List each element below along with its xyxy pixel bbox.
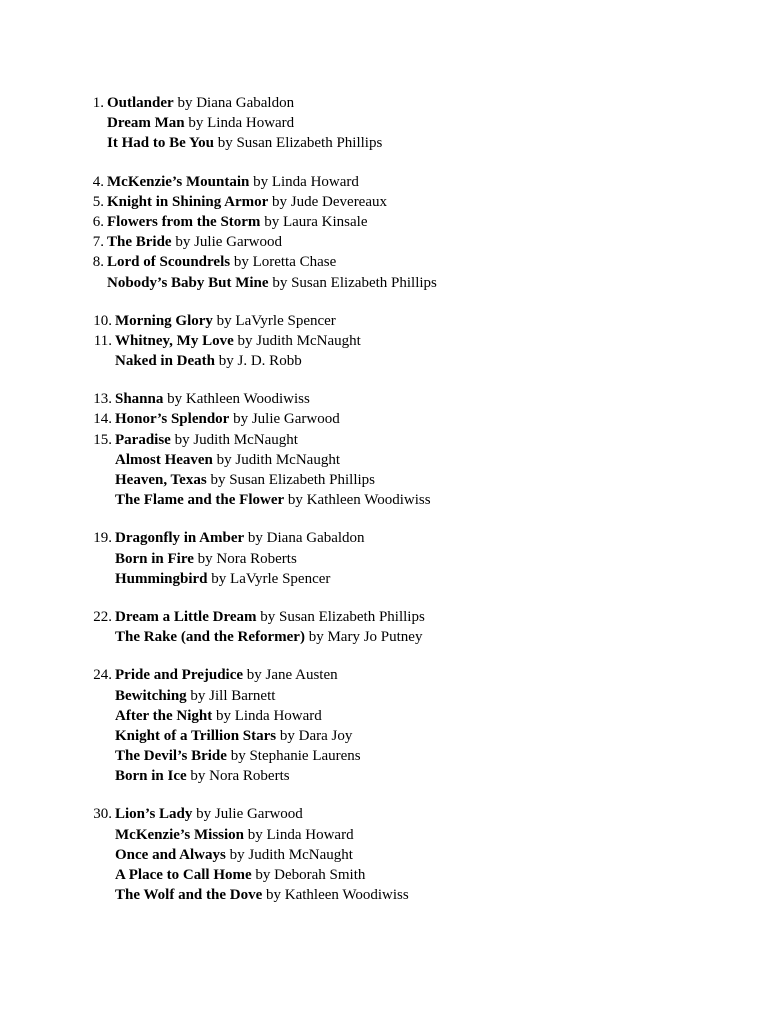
book-title: The Bride — [107, 234, 172, 251]
list-group — [0, 607, 768, 647]
book-title: Outlander — [107, 95, 174, 111]
list-item — [0, 133, 768, 153]
list-item — [0, 273, 768, 293]
book-title: Knight in Shining Armor — [107, 193, 269, 210]
book-title: The Wolf and the Dove — [115, 887, 263, 904]
book-author: by LaVyrle Spencer — [207, 570, 331, 587]
list-item-entry — [115, 569, 330, 589]
book-title: After the Night — [115, 707, 213, 724]
book-author: by Linda Howard — [212, 707, 322, 724]
book-title: McKenzie’s Mission — [115, 826, 245, 843]
book-title: Knight of a Trillion Stars — [115, 727, 277, 744]
book-title: Pride and Prejudice — [115, 667, 244, 684]
book-author: by Dara Joy — [276, 727, 353, 744]
list-item — [0, 351, 768, 371]
book-author: by Kathleen Woodiwiss — [284, 492, 431, 509]
book-title: Born in Fire — [115, 550, 194, 567]
list-item-entry — [115, 470, 375, 490]
list-item-entry — [107, 192, 387, 212]
list-item-number: 7. — [92, 234, 104, 251]
list-item-number: 30. — [93, 806, 112, 823]
book-author: by Judith McNaught — [225, 846, 353, 863]
list-item-number: 19. — [93, 530, 112, 547]
book-author: by Jane Austen — [243, 667, 338, 684]
book-title: Dragonfly in Amber — [115, 530, 245, 547]
book-title: Honor’s Splendor — [115, 411, 230, 428]
list-item — [0, 212, 768, 232]
list-item — [0, 665, 768, 685]
list-item-number: 1. — [92, 95, 104, 111]
list-item-entry — [107, 93, 294, 113]
list-item — [0, 686, 768, 706]
list-item — [0, 528, 768, 548]
list-item-entry — [115, 845, 353, 865]
list-item — [0, 569, 768, 589]
list-item-number: 6. — [92, 213, 104, 230]
list-item-entry — [115, 409, 340, 429]
book-author: by Diana Gabaldon — [244, 530, 365, 547]
list-item-entry — [107, 273, 437, 293]
book-title: Lion’s Lady — [115, 806, 193, 823]
document-page — [0, 93, 768, 923]
list-item-entry — [115, 627, 422, 647]
book-title: Lord of Scoundrels — [107, 254, 231, 271]
book-author: by Nora Roberts — [193, 550, 297, 567]
list-item-number: 8. — [92, 254, 104, 271]
list-item-entry — [115, 607, 425, 627]
book-author: by Susan Elizabeth Phillips — [213, 135, 383, 152]
list-item — [0, 409, 768, 429]
list-item — [0, 93, 768, 113]
list-group — [0, 665, 768, 786]
list-item-entry — [107, 252, 336, 272]
list-item — [0, 845, 768, 865]
list-item — [0, 113, 768, 133]
book-title: Flowers from the Storm — [107, 213, 261, 230]
list-group — [0, 528, 768, 589]
book-title: Once and Always — [115, 846, 226, 863]
list-group — [0, 389, 768, 510]
book-author: by Jill Barnett — [186, 687, 276, 704]
list-item-entry — [115, 804, 303, 824]
list-item — [0, 490, 768, 510]
book-title: The Flame and the Flower — [115, 492, 285, 509]
book-author: by Linda Howard — [244, 826, 354, 843]
book-title: Born in Ice — [115, 768, 187, 785]
list-item-entry — [107, 172, 359, 192]
book-author: by Julie Garwood — [229, 411, 340, 428]
book-author: by Kathleen Woodiwiss — [163, 391, 310, 408]
book-title: It Had to Be You — [107, 135, 214, 152]
list-item-entry — [107, 232, 282, 252]
list-item — [0, 470, 768, 490]
list-item — [0, 726, 768, 746]
list-item-entry — [115, 686, 275, 706]
book-author: by Judith McNaught — [170, 431, 298, 448]
list-item — [0, 172, 768, 192]
list-item-entry — [115, 726, 352, 746]
list-item — [0, 825, 768, 845]
list-item-entry — [115, 865, 365, 885]
list-item — [0, 450, 768, 470]
list-item-entry — [115, 746, 361, 766]
book-author: by Mary Jo Putney — [304, 629, 423, 646]
list-item-entry — [115, 331, 361, 351]
book-author: by J. D. Robb — [215, 353, 302, 370]
list-item-entry — [107, 113, 294, 133]
list-group — [0, 311, 768, 372]
list-item — [0, 766, 768, 786]
book-title: The Rake (and the Reformer) — [115, 629, 305, 646]
list-item-number: 11. — [93, 332, 112, 349]
book-author: by Laura Kinsale — [260, 213, 368, 230]
list-item-entry — [115, 766, 290, 786]
list-item — [0, 706, 768, 726]
list-item-entry — [115, 665, 338, 685]
list-item — [0, 549, 768, 569]
book-title: The Devil’s Bride — [115, 748, 227, 765]
book-author: by Susan Elizabeth Phillips — [268, 274, 437, 291]
book-title: Paradise — [115, 431, 171, 448]
list-item-entry — [115, 311, 336, 331]
list-item — [0, 607, 768, 627]
list-item-number: 13. — [93, 391, 112, 408]
book-title: Naked in Death — [115, 353, 216, 370]
book-title: Nobody’s Baby But Mine — [107, 274, 269, 291]
list-group — [0, 172, 768, 293]
list-item — [0, 804, 768, 824]
list-item — [0, 192, 768, 212]
book-title: Shanna — [115, 391, 164, 408]
list-item-entry — [115, 549, 297, 569]
book-title: Almost Heaven — [115, 451, 213, 468]
list-item-number: 24. — [93, 667, 112, 684]
book-author: by Nora Roberts — [186, 768, 290, 785]
list-item-entry — [115, 825, 354, 845]
list-item-number: 5. — [92, 193, 104, 210]
book-title: McKenzie’s Mountain — [107, 173, 250, 190]
book-author: by Loretta Chase — [230, 254, 337, 271]
list-item-entry — [115, 490, 431, 510]
list-item-entry — [115, 450, 340, 470]
book-author: by Julie Garwood — [171, 234, 282, 251]
list-item-entry — [115, 430, 298, 450]
book-title: Bewitching — [115, 687, 187, 704]
list-item-number: 10. — [93, 312, 112, 329]
book-author: by Judith McNaught — [233, 332, 361, 349]
list-item-entry — [115, 351, 302, 371]
list-item-entry — [115, 885, 409, 905]
book-title: Whitney, My Love — [115, 332, 234, 349]
list-item — [0, 331, 768, 351]
list-item-number: 22. — [93, 608, 112, 625]
list-item — [0, 430, 768, 450]
book-author: by Susan Elizabeth Phillips — [256, 608, 425, 625]
list-item — [0, 865, 768, 885]
book-title: Dream Man — [107, 115, 185, 132]
list-item-entry — [115, 528, 365, 548]
book-title: A Place to Call Home — [115, 867, 252, 883]
book-title: Dream a Little Dream — [115, 608, 257, 625]
book-author: by Jude Devereaux — [268, 193, 388, 210]
list-item-number: 15. — [93, 431, 112, 448]
book-title: Morning Glory — [115, 312, 213, 329]
book-author: by Linda Howard — [249, 173, 359, 190]
book-author: by Julie Garwood — [192, 806, 303, 823]
book-author: by Susan Elizabeth Phillips — [206, 472, 376, 488]
list-item-entry — [115, 706, 322, 726]
list-item-number: 4. — [92, 173, 104, 190]
list-item-entry — [107, 212, 367, 232]
list-item-entry — [115, 389, 310, 409]
book-title: Hummingbird — [115, 570, 208, 587]
list-item — [0, 627, 768, 647]
book-author: by Diana Gabaldon — [173, 95, 295, 111]
book-author: by Linda Howard — [184, 115, 295, 132]
book-author: by Judith McNaught — [212, 451, 340, 468]
list-item-number: 14. — [93, 411, 112, 428]
list-item — [0, 746, 768, 766]
book-author: by Stephanie Laurens — [226, 748, 361, 765]
list-group — [0, 804, 768, 905]
list-item — [0, 389, 768, 409]
list-group — [0, 93, 768, 154]
book-title: Heaven, Texas — [115, 472, 207, 488]
list-item-entry — [107, 133, 382, 153]
list-item — [0, 885, 768, 905]
book-author: by Deborah Smith — [251, 867, 366, 883]
book-author: by Kathleen Woodiwiss — [262, 887, 409, 904]
list-item — [0, 311, 768, 331]
list-item — [0, 232, 768, 252]
book-author: by LaVyrle Spencer — [212, 312, 336, 329]
list-item — [0, 252, 768, 272]
